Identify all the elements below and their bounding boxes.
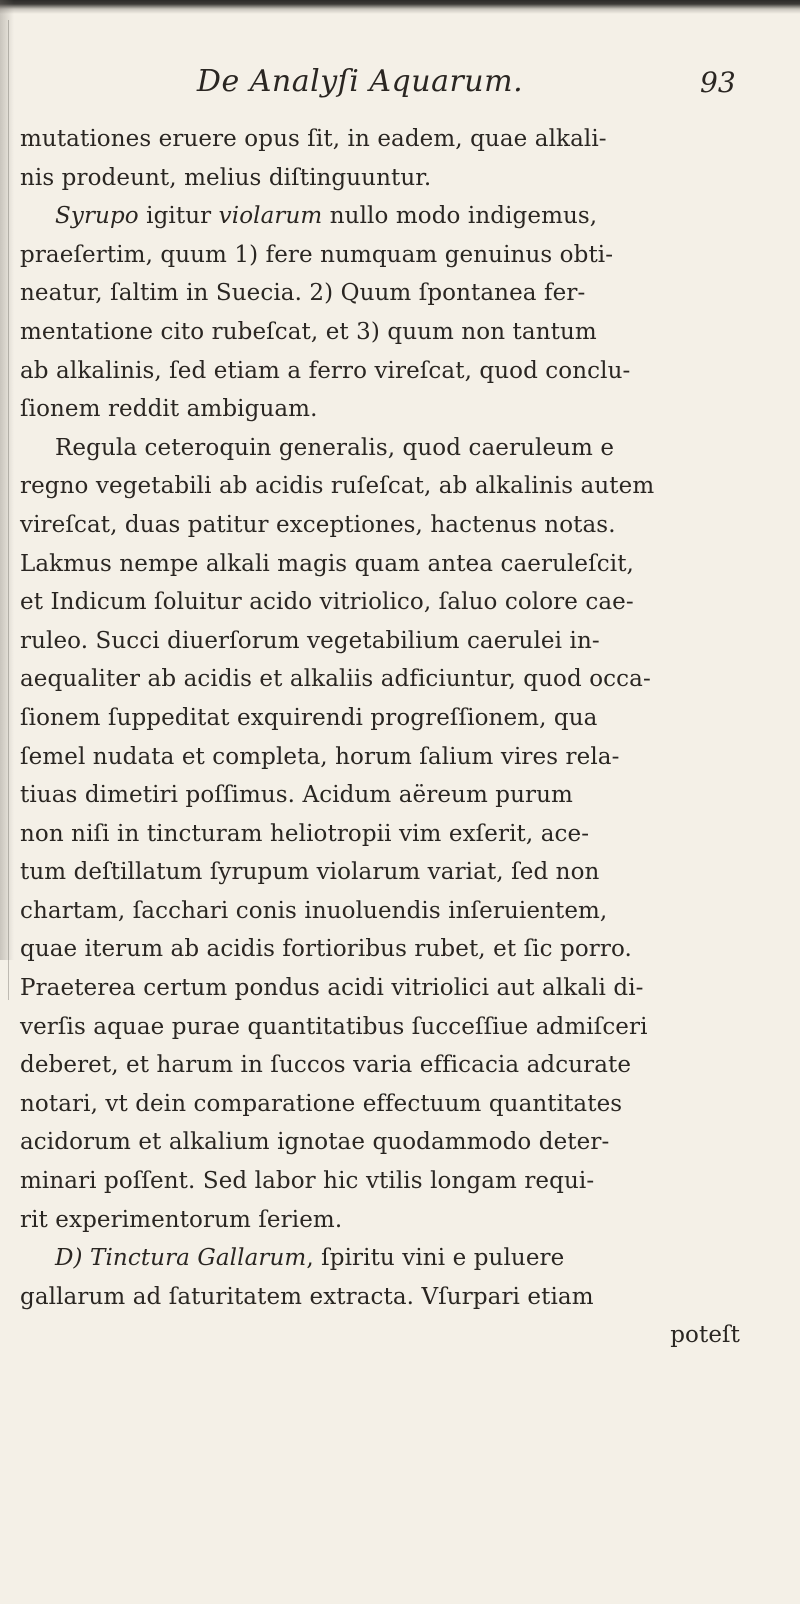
- page-header: [0, 60, 800, 104]
- text-line: ſemel nudata et completa, horum ſalium vires rela-: [20, 743, 620, 770]
- text-line: mutationes eruere opus ſit, in eadem, quae alkali-: [20, 126, 607, 152]
- text-line: Regula ceteroquin generalis, quod caeruleum e: [55, 434, 615, 461]
- body-text: [20, 120, 780, 1355]
- text-line: rit experimentorum ſeriem.: [20, 1206, 343, 1233]
- text-line: [20, 197, 780, 236]
- text-span: nullo modo indigemus,: [322, 203, 598, 230]
- gutter-line: [8, 20, 9, 1000]
- text-line: quae iterum ab acidis fortioribus rubet, et ſic porro.: [20, 936, 632, 963]
- text-line: praeſertim, quum 1) fere numquam genuinus obti-: [20, 241, 614, 268]
- italic-term: Tinctura Gallarum: [90, 1245, 307, 1272]
- section-letter: D): [55, 1245, 91, 1272]
- text-line: chartam, ſacchari conis inuoluendis inſeruientem,: [20, 897, 608, 924]
- text-span: , ſpiritu vini e puluere: [306, 1245, 565, 1272]
- text-line: Lakmus nempe alkali magis quam antea caeruleſcit,: [20, 550, 634, 577]
- scan-left-edge: [0, 0, 14, 960]
- text-span: igitur: [138, 203, 219, 230]
- text-line: notari, vt dein comparatione effectuum quantitates: [20, 1090, 623, 1117]
- text-line: ruleo. Succi diuerſorum vegetabilium caerulei in-: [20, 627, 600, 654]
- text-line: vireſcat, duas patitur exceptiones, hactenus notas.: [20, 511, 616, 538]
- italic-term: Syrupo: [55, 203, 139, 230]
- text-line: ſionem ſuppeditat exquirendi progreſſionem, qua: [20, 704, 598, 731]
- text-line: ab alkalinis, ſed etiam a ferro vireſcat, quod conclu-: [20, 357, 631, 384]
- italic-term: violarum: [218, 203, 323, 230]
- scan-top-shadow: [0, 0, 800, 14]
- text-line: [20, 1239, 780, 1278]
- text-line: et Indicum ſoluitur acido vitriolico, ſaluo colore cae-: [20, 589, 634, 616]
- text-line: gallarum ad ſaturitatem extracta. Vſurpari etiam: [20, 1283, 594, 1310]
- page-number: 93: [700, 66, 736, 99]
- text-line: tiuas dimetiri poſſimus. Acidum aëreum purum: [20, 782, 573, 809]
- text-line: aequaliter ab acidis et alkaliis adficiuntur, quod occa-: [20, 666, 651, 693]
- text-line: acidorum et alkalium ignotae quodammodo deter-: [20, 1129, 610, 1156]
- text-line: tum deſtillatum ſyrupum violarum variat, ſed non: [20, 859, 600, 886]
- catchword: poteſt: [670, 1322, 740, 1349]
- text-line: nis prodeunt, melius diſtinguuntur.: [20, 164, 432, 191]
- running-title: De Analyſi Aquarum.: [196, 64, 524, 99]
- text-line: minari poſſent. Sed labor hic vtilis longam requi-: [20, 1168, 595, 1195]
- text-line: ſionem reddit ambiguam.: [20, 396, 318, 423]
- text-line: regno vegetabili ab acidis ruſeſcat, ab alkalinis autem: [20, 473, 655, 500]
- text-line: non niſi in tincturam heliotropii vim exſerit, ace-: [20, 820, 590, 847]
- text-line: deberet, et harum in ſuccos varia efficacia adcurate: [20, 1052, 632, 1079]
- text-line: Praeterea certum pondus acidi vitriolici aut alkali di-: [20, 975, 644, 1002]
- text-line: verſis aquae purae quantitatibus ſucceſſiue admiſceri: [20, 1013, 648, 1040]
- text-line: mentatione cito rubeſcat, et 3) quum non tantum: [20, 318, 597, 345]
- text-line: neatur, ſaltim in Suecia. 2) Quum ſpontanea fer-: [20, 280, 586, 307]
